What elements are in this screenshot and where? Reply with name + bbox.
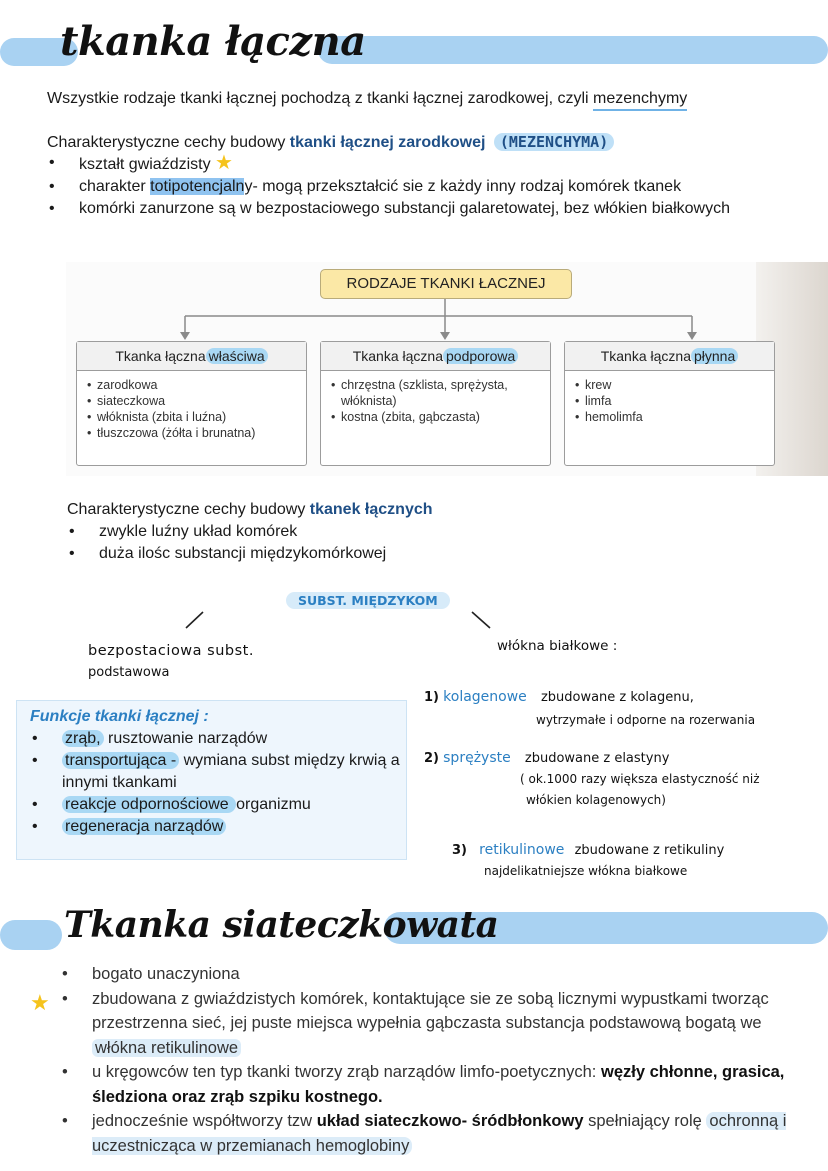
category-term: podporowa [443, 348, 518, 364]
fiber-2 [424, 748, 828, 811]
fiber-number: 2) [424, 751, 439, 766]
function-highlight: reakcje odpornościowe [62, 796, 236, 813]
category-prefix: Tkanka łączna [600, 348, 691, 364]
feature-text: charakter [79, 178, 146, 195]
star-icon: ★ [30, 990, 50, 1015]
left-branch-line2: podstawowa [88, 665, 170, 680]
left-branch-line1: bezpostaciowa subst. [88, 643, 254, 659]
intro-term: mezenchymy [593, 90, 687, 111]
function-highlight: zrąb, [62, 730, 104, 747]
function-text: wymiana subst między krwią a innymi tkankami [62, 752, 400, 791]
features-heading-prefix: Charakterystyczne cechy budowy [47, 134, 286, 151]
section3-list [60, 962, 800, 1158]
feature-highlight: totipotencjaln [150, 178, 245, 195]
fiber-number: 3) [452, 843, 467, 858]
section-title: tkanka łączna [60, 18, 366, 65]
category-prefix: Tkanka łączna [352, 348, 443, 364]
list-item: • krew [575, 377, 774, 393]
left-branch [88, 640, 254, 684]
list-item: • włóknista (zbita i luźna) [87, 409, 306, 425]
fiber-name: kolagenowe [443, 689, 527, 705]
fiber-name: sprężyste [443, 750, 511, 766]
title-bar-left-2 [0, 920, 62, 950]
fiber-name: retikulinowe [479, 842, 565, 858]
item-bold: układ siateczkowo- śródbłonkowy [316, 1112, 584, 1130]
center-label: SUBST. MIĘDZYKOM [286, 592, 450, 609]
fiber-desc: zbudowane z kolagenu, [540, 690, 694, 705]
fiber-desc: najdelikatniejsze włókna białkowe [484, 864, 688, 878]
list-item: • chrzęstna (szklista, sprężysta, włóknista) [331, 377, 536, 409]
list-item: • tłuszczowa (żółta i brunatna) [87, 425, 306, 441]
fiber-number: 1) [424, 690, 439, 705]
function-text: rusztowanie narządów [103, 730, 268, 747]
intro-sentence: Wszystkie rodzaje tkanki łącznej pochodzą z tkanki łącznej zarodkowej, czyli [47, 90, 589, 107]
section3-star [30, 990, 50, 1016]
list-item: • zarodkowa [87, 377, 306, 393]
right-branch: włókna białkowe : [497, 638, 618, 654]
star-icon: ★ [215, 152, 233, 174]
function-highlight: transportująca - [62, 752, 179, 769]
fiber-desc: włókien kolagenowych) [526, 793, 666, 807]
fiber-desc: ( ok.1000 razy większa elastyczność niż [520, 772, 760, 786]
list-item [60, 987, 800, 1061]
list-item: • hemolimfa [575, 409, 774, 425]
fiber-1 [424, 686, 828, 731]
features-heading-note: (MEZENCHYMA) [494, 133, 614, 151]
list-item [30, 794, 400, 816]
diagram-root: RODZAJE TKANKI ŁACZNEJ [320, 269, 572, 299]
fiber-desc: zbudowane z elastyny [524, 751, 670, 766]
list-item: • limfa [575, 393, 774, 409]
features-heading-term: tkanki łącznej zarodkowej [289, 134, 486, 151]
section2-heading-term: tkanek łącznych [309, 501, 433, 518]
item-text: zbudowana z gwiaździstych komórek, kontaktujące sie ze sobą licznymi wypustkami tworząc przestrzenna sieć, jej puste miejsca wypełnia gąbczasta substancja podstawową bogatą we [92, 989, 769, 1032]
function-highlight: regeneracja narządów [62, 818, 226, 835]
item-bold: węzły chłonne, grasica, śledziona oraz zrąb szpiku kostnego. [92, 1063, 785, 1106]
item-text: u kręgowców ten typ tkanki tworzy zrąb narządów limfo-poetycznych: [92, 1063, 597, 1081]
list-item [60, 1060, 800, 1109]
fiber-desc: zbudowane z retikuliny [574, 843, 725, 858]
list-item: • siateczkowa [87, 393, 306, 409]
list-item: • zwykle luźny układ komórek [67, 521, 767, 543]
list-item: • duża ilośc substancji międzykomórkowej [67, 543, 767, 565]
section2-heading-prefix: Charakterystyczne cechy budowy [67, 501, 306, 518]
feature-text: kształt gwiaździsty [79, 156, 211, 173]
list-item [60, 1109, 800, 1158]
category-prefix: Tkanka łączna [115, 348, 206, 364]
fiber-3 [452, 840, 828, 882]
category-term: płynna [691, 348, 738, 364]
list-item: • bogato unaczyniona [60, 962, 800, 987]
list-item [30, 816, 400, 838]
list-item [30, 728, 400, 750]
item-highlight: ochronną i uczestnicząca w przemianach hemoglobiny [92, 1112, 787, 1155]
item-text: jednocześnie współtworzy tzw [92, 1112, 313, 1130]
item-highlight: włókna retikulinowe [92, 1039, 241, 1057]
feature-text: komórki zanurzone są w bezpostaciowego substancji galaretowatej, bez włókien białkowych [79, 200, 731, 217]
list-item [30, 750, 400, 794]
category-term: właściwa [206, 348, 268, 364]
functions-list [30, 728, 400, 838]
functions-title: Funkcje tkanki łącznej : [30, 708, 209, 725]
function-text: organizmu [236, 796, 311, 813]
fiber-desc: wytrzymałe i odporne na rozerwania [536, 713, 756, 727]
item-text: spełniający rolę [588, 1112, 702, 1130]
feature-text: y- mogą przekształcić sie z każdy inny rodzaj komórek tkanek [244, 178, 682, 195]
section3-title: Tkanka siateczkowata [64, 904, 499, 946]
list-item: • kostna (zbita, gąbczasta) [331, 409, 536, 425]
